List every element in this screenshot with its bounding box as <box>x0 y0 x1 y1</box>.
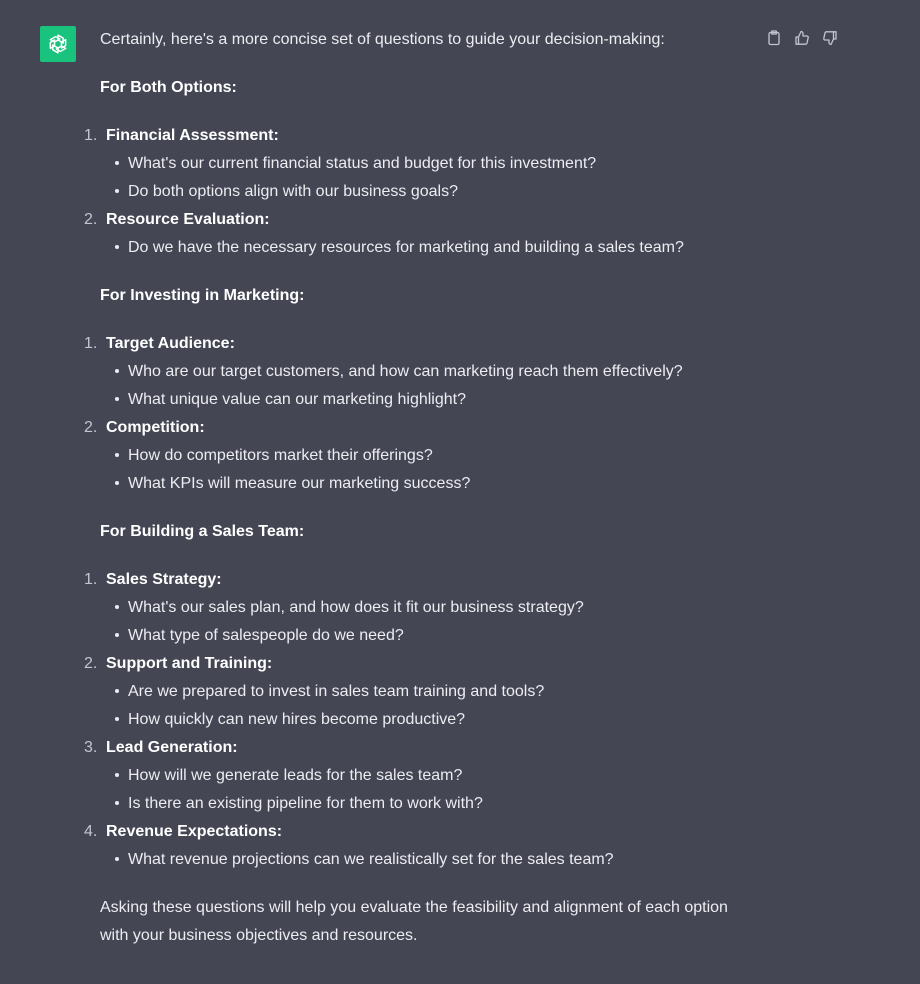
list-item <box>84 330 740 414</box>
item-number: 2. <box>84 211 98 228</box>
thumbs-down-icon <box>822 30 838 46</box>
item-number: 1. <box>84 127 98 144</box>
bullet-item: What's our sales plan, and how does it fit our business strategy? <box>128 594 740 622</box>
item-title: Support and Training: <box>106 655 273 672</box>
thumbs-up-button[interactable] <box>792 28 812 48</box>
bullet-item: How do competitors market their offerings? <box>128 442 740 470</box>
item-title: Target Audience: <box>106 335 235 352</box>
bullet-list <box>106 594 740 650</box>
item-number: 2. <box>84 655 98 672</box>
bullet-item: How quickly can new hires become productive? <box>128 706 740 734</box>
item-title: Revenue Expectations: <box>106 823 283 840</box>
bullet-list <box>106 234 740 262</box>
openai-logo-icon <box>46 32 70 56</box>
message-actions <box>764 28 840 48</box>
section-list <box>84 566 740 874</box>
item-title: Lead Generation: <box>106 739 238 756</box>
message-closing: Asking these questions will help you evaluate the feasibility and alignment of each option with your business objectives and resources. <box>100 899 728 944</box>
section-heading: For Investing in Marketing: <box>100 287 305 304</box>
bullet-list <box>106 846 740 874</box>
assistant-message <box>84 26 740 970</box>
item-title: Financial Assessment: <box>106 127 279 144</box>
bullet-item: What type of salespeople do we need? <box>128 622 740 650</box>
bullet-item: What's our current financial status and budget for this investment? <box>128 150 740 178</box>
thumbs-down-button[interactable] <box>820 28 840 48</box>
list-item <box>84 734 740 818</box>
bullet-item: What revenue projections can we realistically set for the sales team? <box>128 846 740 874</box>
item-number: 2. <box>84 419 98 436</box>
thumbs-up-icon <box>794 30 810 46</box>
list-item <box>84 818 740 874</box>
bullet-list <box>106 150 740 206</box>
list-item <box>84 566 740 650</box>
bullet-item: What KPIs will measure our marketing success? <box>128 470 740 498</box>
item-number: 4. <box>84 823 98 840</box>
bullet-item: How will we generate leads for the sales team? <box>128 762 740 790</box>
section-list <box>84 122 740 262</box>
bullet-item: Do we have the necessary resources for marketing and building a sales team? <box>128 234 740 262</box>
item-number: 1. <box>84 335 98 352</box>
item-number: 1. <box>84 571 98 588</box>
section-heading: For Building a Sales Team: <box>100 523 305 540</box>
message-intro: Certainly, here's a more concise set of questions to guide your decision-making: <box>100 31 665 48</box>
section-heading: For Both Options: <box>100 79 237 96</box>
bullet-list <box>106 762 740 818</box>
item-title: Sales Strategy: <box>106 571 222 588</box>
item-title: Resource Evaluation: <box>106 211 270 228</box>
bullet-item: What unique value can our marketing highlight? <box>128 386 740 414</box>
clipboard-icon <box>766 30 782 46</box>
list-item <box>84 206 740 262</box>
bullet-list <box>106 678 740 734</box>
section-list <box>84 330 740 498</box>
bullet-item: Do both options align with our business goals? <box>128 178 740 206</box>
list-item <box>84 414 740 498</box>
bullet-item: Are we prepared to invest in sales team training and tools? <box>128 678 740 706</box>
list-item <box>84 650 740 734</box>
copy-button[interactable] <box>764 28 784 48</box>
assistant-avatar <box>40 26 76 62</box>
bullet-list <box>106 358 740 414</box>
bullet-list <box>106 442 740 498</box>
bullet-item: Is there an existing pipeline for them to work with? <box>128 790 740 818</box>
item-number: 3. <box>84 739 98 756</box>
item-title: Competition: <box>106 419 205 436</box>
bullet-item: Who are our target customers, and how can marketing reach them effectively? <box>128 358 740 386</box>
list-item <box>84 122 740 206</box>
